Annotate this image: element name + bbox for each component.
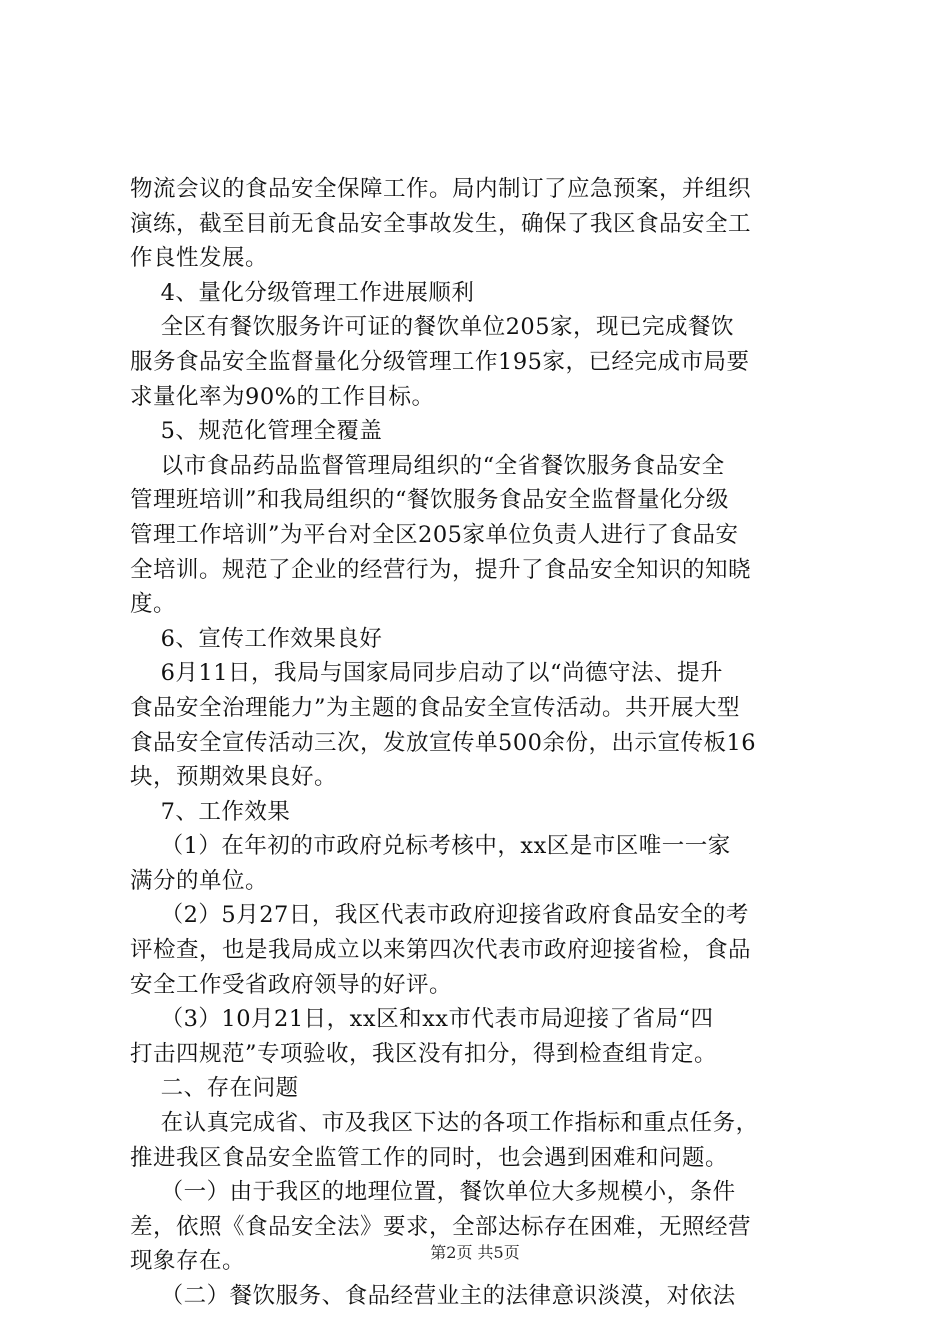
text-line: （2）5月27日，我区代表市政府迎接省政府食品安全的考 (130, 902, 749, 929)
text-line: 度。 (130, 591, 177, 618)
section-heading: 4、量化分级管理工作进展顺利 (130, 279, 475, 306)
text-line: （3）10月21日，xx区和xx市代表市局迎接了省局“四 (130, 1006, 714, 1033)
text-line: 服务食品安全监督量化分级管理工作195家，已经完成市局要 (130, 348, 750, 375)
text-line: 以市食品药品监督管理局组织的“全省餐饮服务食品安全 (130, 452, 725, 479)
text-line: 在认真完成省、市及我区下达的各项工作指标和重点任务， (130, 1110, 759, 1137)
text-line: 6月11日，我局与国家局同步启动了以“尚德守法、提升 (130, 660, 724, 687)
document-body (130, 172, 830, 1314)
text-line: （1）在年初的市政府兑标考核中，xx区是市区唯一一家 (130, 833, 731, 860)
text-line: （二）餐饮服务、食品经营业主的法律意识淡漠，对依法 (130, 1283, 736, 1309)
text-line: 作良性发展。 (130, 245, 269, 272)
section-heading: 7、工作效果 (130, 798, 291, 825)
text-line: 求量化率为90%的工作目标。 (130, 383, 435, 410)
page-footer (0, 1240, 950, 1263)
text-line: 全区有餐饮服务许可证的餐饮单位205家，现已完成餐饮 (130, 314, 735, 341)
text-line: 食品安全宣传活动三次，发放宣传单500余份，出示宣传板16 (130, 729, 757, 756)
text-line: 物流会议的食品安全保障工作。局内制订了应急预案，并组织 (130, 176, 752, 202)
section-heading: 6、宣传工作效果良好 (130, 625, 383, 652)
text-line: 演练，截至目前无食品安全事故发生，确保了我区食品安全工 (130, 210, 752, 237)
text-line: 全培训。规范了企业的经营行为，提升了食品安全知识的知晓 (130, 556, 752, 583)
text-line: 差，依照《食品安全法》要求，全部达标存在困难，无照经营 (130, 1213, 752, 1240)
text-line: 评检查，也是我局成立以来第四次代表市政府迎接省检，食品 (130, 937, 752, 964)
text-line: 安全工作受省政府领导的好评。 (130, 971, 453, 998)
text-line: 食品安全治理能力”为主题的食品安全宣传活动。共开展大型 (130, 694, 741, 721)
text-line: 满分的单位。 (130, 867, 269, 894)
section-heading: 二、存在问题 (130, 1075, 299, 1102)
text-line: 块，预期效果良好。 (130, 764, 338, 791)
page-number-label: 第2页 共5页 (430, 1243, 520, 1262)
text-line: 现象存在。 (130, 1248, 246, 1275)
text-line: 管理班培训”和我局组织的“餐饮服务食品安全监督量化分级 (130, 487, 730, 514)
text-line: 打击四规范”专项验收，我区没有扣分，得到检查组肯定。 (130, 1040, 718, 1067)
section-heading: 5、规范化管理全覆盖 (130, 418, 383, 445)
text-line: （一）由于我区的地理位置，餐饮单位大多规模小，条件 (130, 1179, 736, 1206)
text-line: 推进我区食品安全监管工作的同时，也会遇到困难和问题。 (130, 1144, 729, 1171)
text-line: 管理工作培训”为平台对全区205家单位负责人进行了食品安 (130, 521, 739, 548)
